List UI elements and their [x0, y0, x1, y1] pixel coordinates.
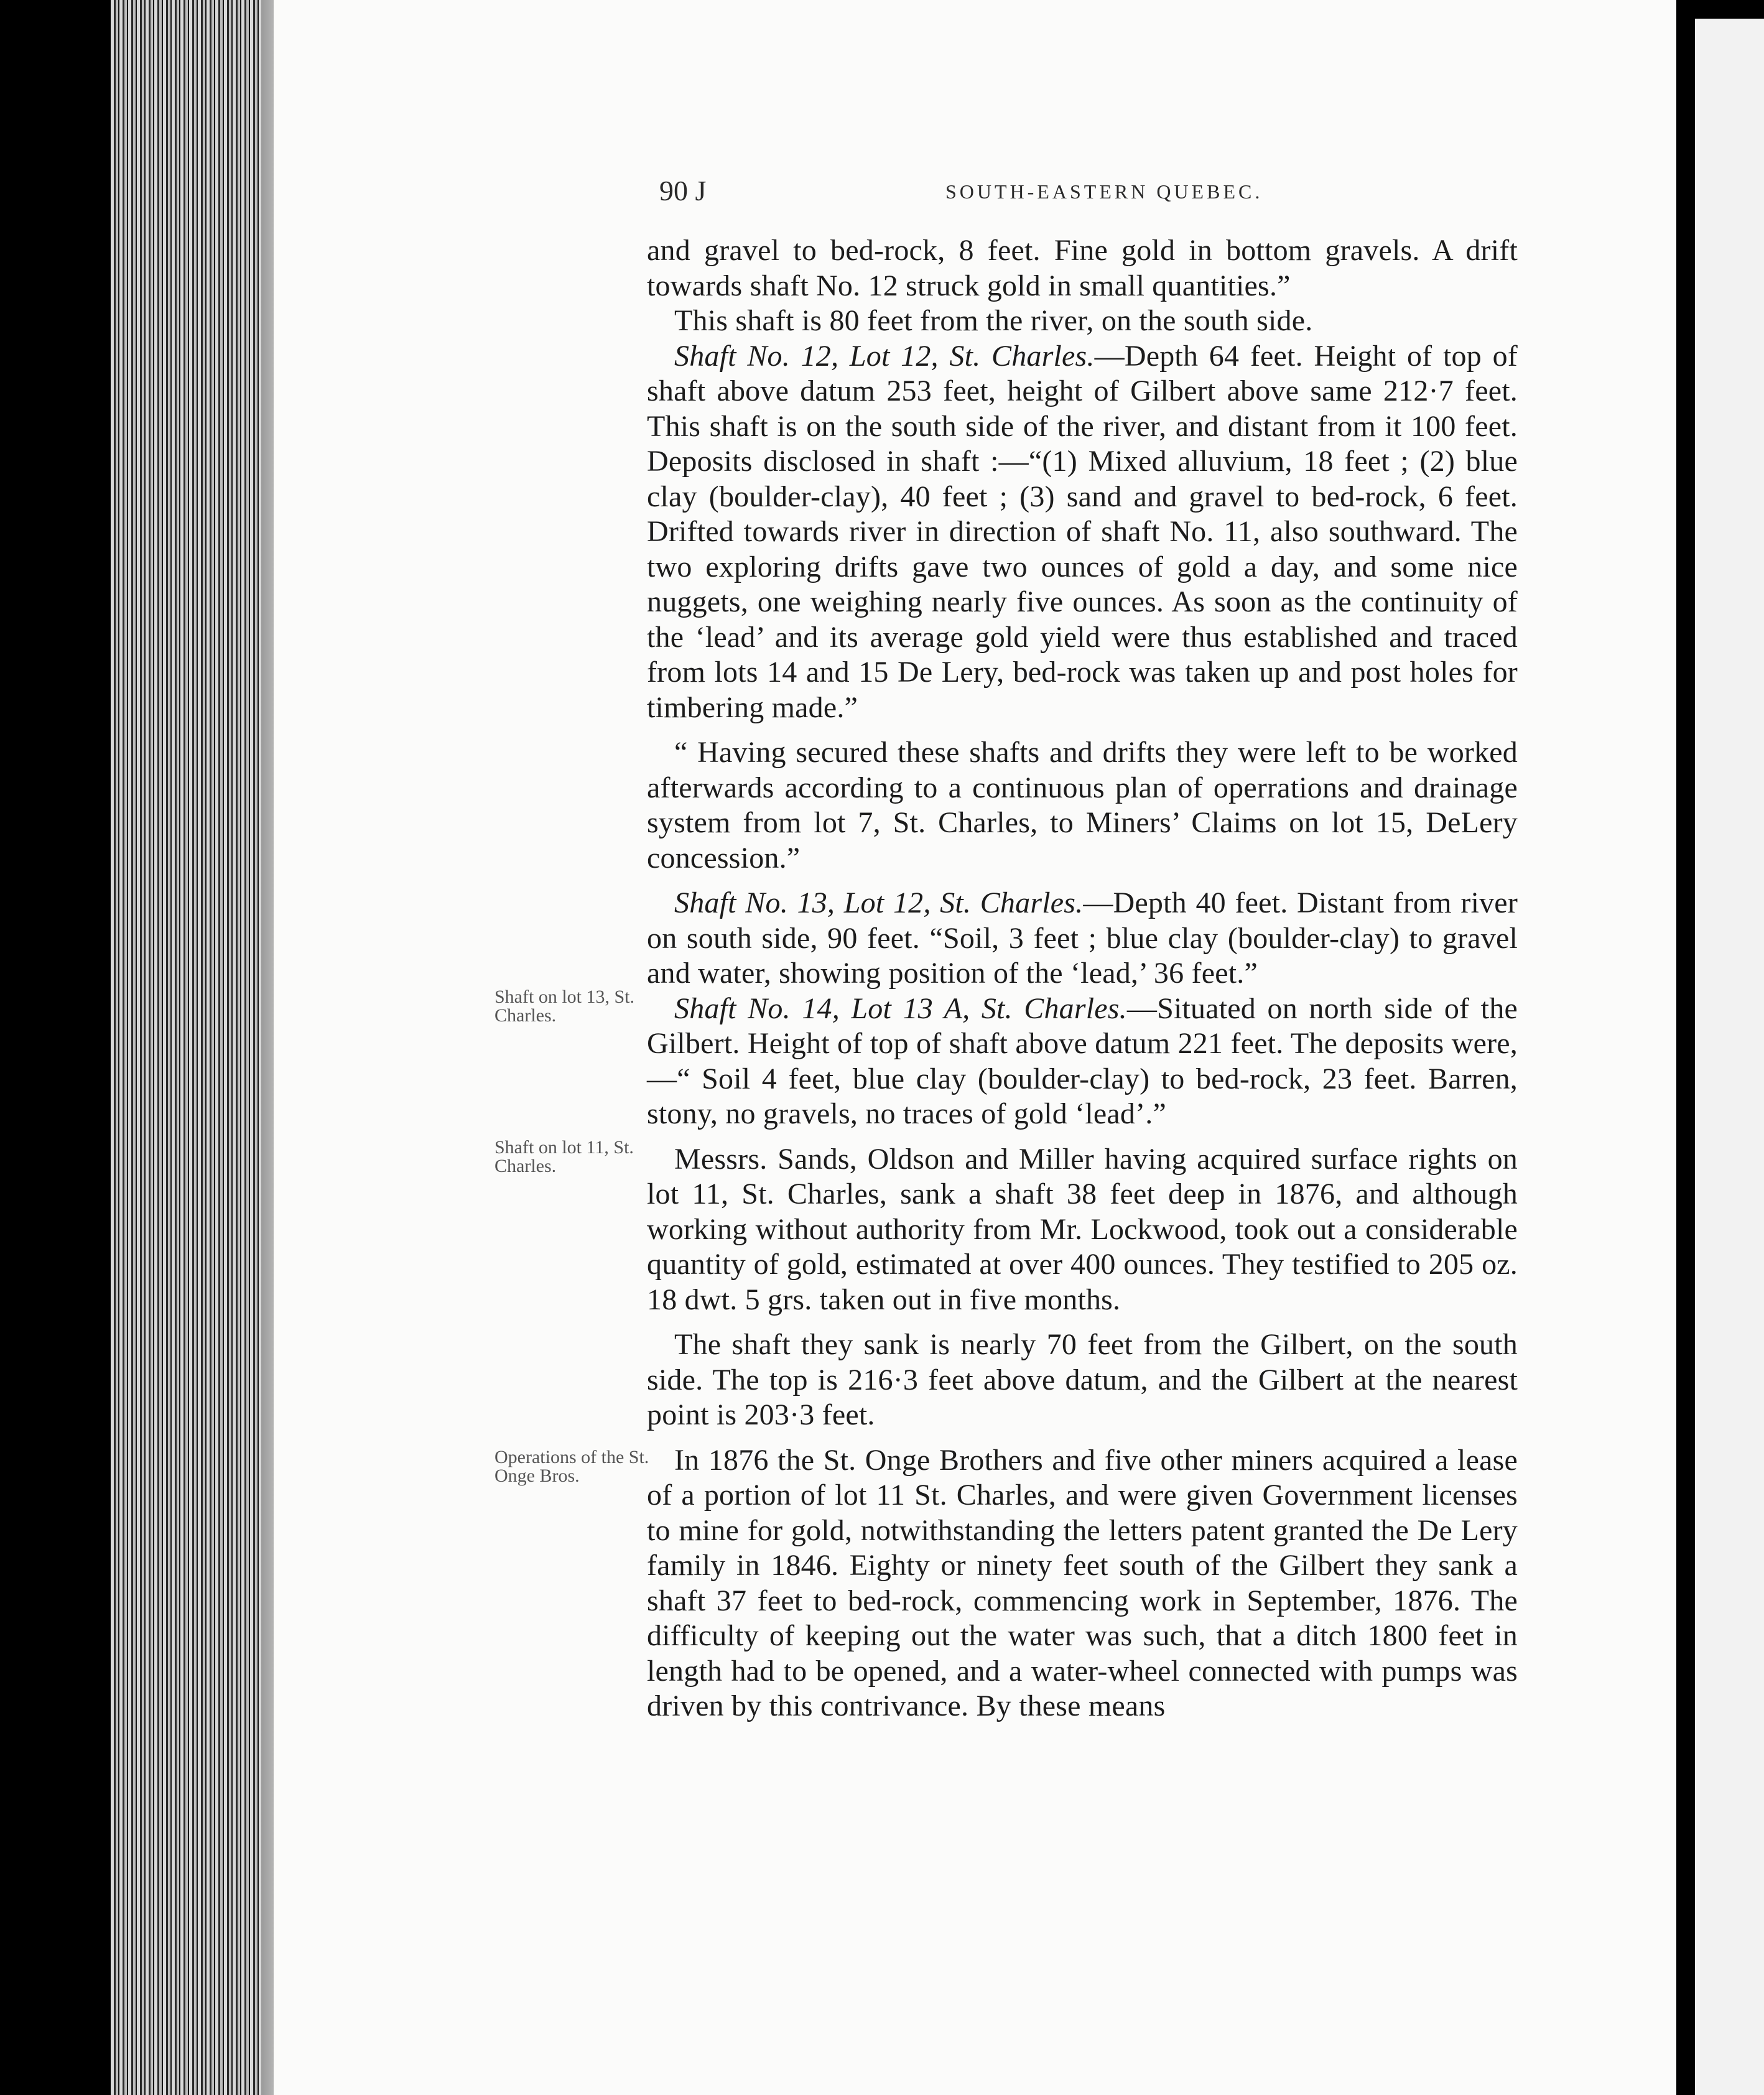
facing-page-edge [1695, 19, 1764, 2095]
paragraph-lead: Shaft No. 12, Lot 12, St. Charles. [674, 339, 1095, 373]
paragraph [647, 233, 1518, 304]
paragraph-text: Messrs. Sands, Oldson and Miller having acquired surface rights on lot 11, St. Charles, sank a shaft 38 feet deep in 1876, and although working without authority from Mr. Lockwood, took out a considerable quantity of gold, estimated at over 400 ounces. They testified to 205 oz. 18 dwt. 5 grs. taken out in five months. [647, 1142, 1518, 1316]
paragraph [647, 339, 1518, 726]
paragraph-text: The shaft they sank is nearly 70 feet from the Gilbert, on the south side. The top is 216·3 feet above datum, and the Gilbert at the nearest point is 203·3 feet. [647, 1328, 1518, 1431]
paragraph [647, 1443, 1518, 1724]
paragraph-lead: Shaft No. 13, Lot 12, St. Charles. [674, 886, 1084, 919]
scan-border [1676, 0, 1684, 2095]
page-header [659, 174, 1605, 211]
paragraph [647, 304, 1518, 339]
margin-note-shaft-lot-11: Shaft on lot 11, St. Charles. [494, 1137, 634, 1176]
paragraph-text: In 1876 the St. Onge Brothers and five other miners acquired a lease of a portion of lot 11 St. Charles, and were given Government licenses to mine for gold, notwithstanding the letters patent granted the De Lery family in 1846. Eighty or ninety feet south of the Gilbert they sank a shaft 37 feet to bed-rock, commencing work in September, 1876. The difficulty of keeping out the water was such, that a ditch 1800 feet in length had to be opened, and a water-wheel connected with pumps was driven by this contrivance. By these means [647, 1443, 1518, 1722]
paragraph [647, 735, 1518, 876]
paragraph-text: This shaft is 80 feet from the river, on the south side. [674, 304, 1313, 337]
margin-note-st-onge-operations: Operations of the St. Onge Bros. [494, 1447, 649, 1486]
paragraph [647, 1327, 1518, 1433]
body-text [647, 233, 1518, 1724]
running-head: SOUTH-EASTERN QUEBEC. [945, 180, 1263, 203]
paragraph [647, 886, 1518, 992]
paragraph-text: —Depth 64 feet. Height of top of shaft above datum 253 feet, height of Gilbert above same 212·7 feet. This shaft is on the south side of the river, and distant from it 100 feet. Deposits disclosed in shaft :—“(1) Mixed alluvium, 18 feet ; (2) blue clay (boulder-clay), 40 feet ; (3) sand and gravel to bed-rock, 6 feet. Drifted towards river in direction of shaft No. 11, also southward. The two exploring drifts gave two ounces of gold a day, and some nice nuggets, one weighing nearly five ounces. As soon as the continuity of the ‘lead’ and its average gold yield were thus established and traced from lots 14 and 15 De Lery, bed-rock was taken up and post holes for timbering made.” [647, 339, 1518, 724]
page-number: 90 J [659, 175, 707, 207]
paragraph-text: and gravel to bed-rock, 8 feet. Fine gold in bottom gravels. A drift towards shaft No. 12 struck gold in small quantities.” [647, 234, 1518, 302]
margin-note-shaft-lot-13: Shaft on lot 13, St. Charles. [494, 987, 635, 1026]
paragraph [647, 992, 1518, 1132]
paragraph-text: —Depth 40 feet. Distant from river on south side, 90 feet. “Soil, 3 feet ; blue clay (boulder-clay) to gravel and water, showing position of the ‘lead,’ 36 feet.” [647, 886, 1518, 990]
paragraph-lead: Shaft No. 14, Lot 13 A, St. Charles. [674, 992, 1127, 1025]
paragraph [647, 1142, 1518, 1318]
paragraph-text: “ Having secured these shafts and drifts they were left to be worked afterwards according to a continuous plan of operrations and drainage system from lot 7, St. Charles, to Miners’ Claims on lot 15, DeLery concession.” [647, 736, 1518, 875]
paragraph-text: —Situated on north side of the Gilbert. Height of top of shaft above datum 221 feet. The deposits were,—“ Soil 4 feet, blue clay (boulder-clay) to bed-rock, 23 feet. Barren, stony, no gravels, no traces of gold ‘lead’.” [647, 992, 1518, 1130]
